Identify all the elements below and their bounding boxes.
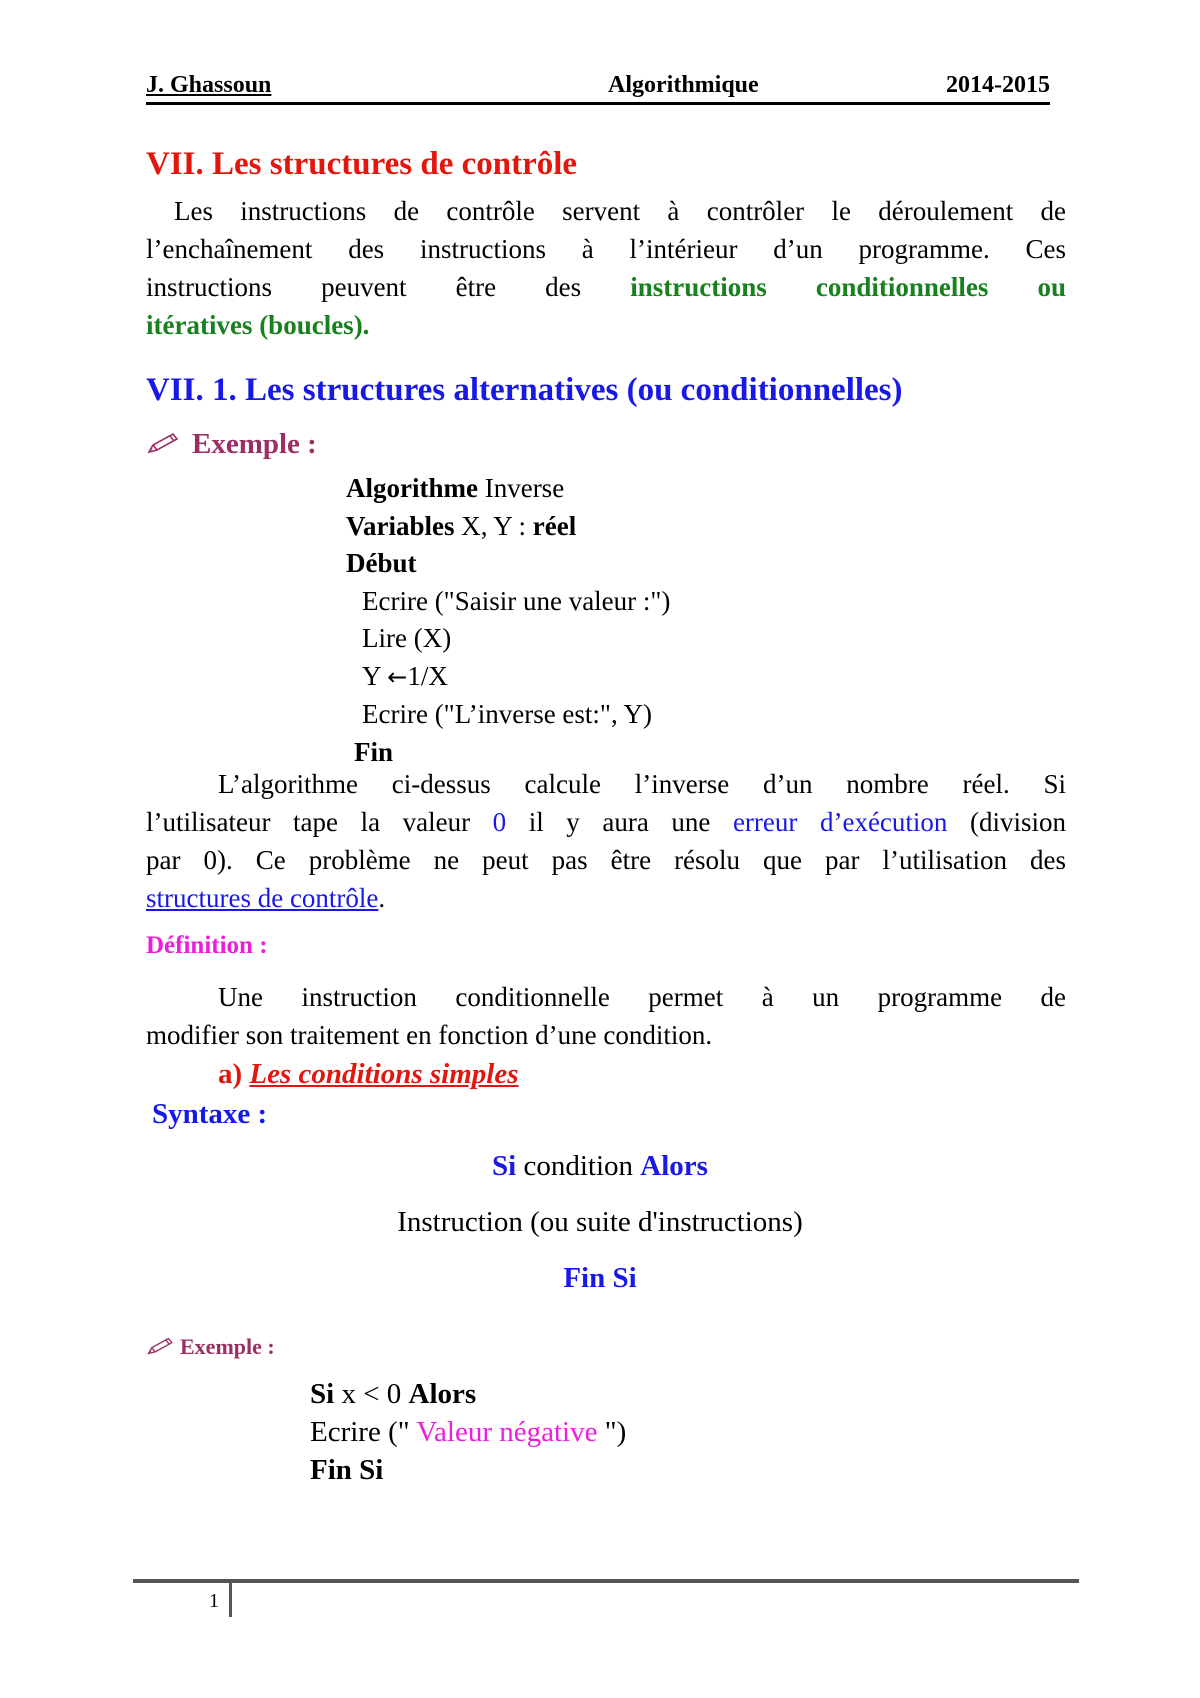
section-title: VII. Les structures de contrôle [146, 146, 578, 182]
variables-list: X, Y : [454, 510, 533, 541]
definition-line-2: modifier son traitement en fonction d’une condition. [146, 1020, 713, 1050]
example-2-finsi-keyword: Fin Si [310, 1454, 384, 1486]
syntax-finsi-keyword: Fin Si [563, 1262, 637, 1294]
example-2-ecrire-a: Ecrire (" [310, 1416, 417, 1448]
explanation-paragraph [146, 765, 1066, 917]
example-2-string: Valeur négative [416, 1416, 598, 1448]
algo-line-4: Ecrire ("L’inverse est:", Y) [362, 699, 652, 729]
algo-line-3-var: Y [362, 660, 388, 691]
intro-line-1: Les instructions de contrôle servent à contrôler le déroulement de [174, 196, 1066, 226]
explain-line-2-c: (division [947, 807, 1066, 837]
subsection-title: VII. 1. Les structures alternatives (ou conditionnelles) [146, 372, 903, 408]
algorithm-block [346, 470, 670, 771]
pencil-icon [146, 1336, 176, 1356]
explain-line-2 [146, 803, 1066, 841]
subsection-a-title [218, 1058, 519, 1091]
syntax-finsi-line [0, 1262, 1200, 1295]
intro-highlight-conditional: instructions conditionnelles ou [630, 272, 1067, 302]
definition-paragraph [146, 978, 1066, 1054]
explain-line-1: L’algorithme ci-dessus calcule l’inverse d’un nombre réel. Si [218, 769, 1066, 799]
syntax-si-keyword: Si [492, 1150, 517, 1182]
header-course: Algorithmique [608, 72, 759, 98]
algo-line-3-expr: 1/X [407, 660, 448, 691]
algo-debut-line [346, 545, 670, 583]
intro-line-2: l’enchaînement des instructions à l’intérieur d’un programme. Ces [146, 234, 1066, 264]
footer-rule [133, 1579, 1079, 1583]
assignment-arrow-icon: ← [387, 662, 408, 691]
footer-bar [229, 1579, 232, 1617]
example-2-code [310, 1375, 626, 1489]
example-2-finsi-line [310, 1451, 626, 1489]
syntax-si-line [0, 1150, 1200, 1183]
intro-line-3-text: instructions peuvent être des [146, 272, 582, 302]
algo-name: Inverse [477, 473, 565, 503]
explain-line-4-end: . [378, 883, 386, 913]
explain-line-4 [146, 879, 1066, 917]
page-header [146, 72, 1050, 105]
explain-zero-value: 0 [492, 807, 507, 837]
syntax-instruction-line: Instruction (ou suite d'instructions) [397, 1206, 803, 1238]
header-author: J. Ghassoun [146, 72, 272, 98]
definition-title: Définition : [146, 932, 268, 959]
header-year: 2014-2015 [946, 72, 1050, 98]
definition-line-1: Une instruction conditionnelle permet à un programme de [218, 982, 1066, 1012]
variables-type: réel [532, 510, 577, 541]
debut-keyword: Début [346, 548, 417, 578]
algo-line-1: Ecrire ("Saisir une valeur :") [362, 585, 671, 616]
example-1-label: Exemple : [192, 428, 317, 460]
page-number: 1 [209, 1590, 219, 1612]
example-2-ecrire-b: ") [597, 1416, 627, 1448]
example-2-label: Exemple : [180, 1334, 275, 1359]
subsection-a-text: Les conditions simples [249, 1058, 519, 1090]
explain-error-term: erreur d’exécution [732, 807, 948, 837]
control-structures-link[interactable]: structures de contrôle [146, 883, 379, 913]
algo-fin-line: Fin [354, 736, 394, 767]
syntax-condition: condition [516, 1150, 641, 1182]
example-2-si-keyword: Si [310, 1378, 335, 1410]
explain-line-2-a: l’utilisateur tape la valeur [146, 807, 493, 837]
intro-highlight-iterative: itératives (boucles). [146, 310, 370, 340]
algo-keyword: Algorithme [346, 473, 478, 503]
explain-line-3: par 0). Ce problème ne peut pas être résolu que par l’utilisation des [146, 845, 1066, 875]
example-2-alors-keyword: Alors [408, 1378, 477, 1410]
example-1-title [146, 428, 317, 461]
syntax-alors-keyword: Alors [640, 1150, 708, 1182]
intro-paragraph [146, 192, 1066, 344]
algo-line-2: Lire (X) [362, 623, 452, 653]
example-2-ecrire-line [310, 1413, 626, 1451]
example-2-title [146, 1334, 275, 1360]
algo-line-3 [346, 658, 670, 697]
intro-line-3 [146, 268, 1066, 306]
syntax-title: Syntaxe : [152, 1098, 268, 1130]
subsection-a-prefix: a) [218, 1058, 250, 1090]
algo-header-line [346, 470, 670, 508]
algo-variables-line [346, 508, 670, 546]
variables-keyword: Variables [346, 510, 455, 541]
example-2-condition: x < 0 [334, 1378, 409, 1410]
explain-line-2-b: il y aura une [506, 807, 733, 837]
pencil-icon [146, 431, 182, 455]
example-2-si-line [310, 1375, 626, 1413]
intro-line-4 [146, 306, 1066, 344]
